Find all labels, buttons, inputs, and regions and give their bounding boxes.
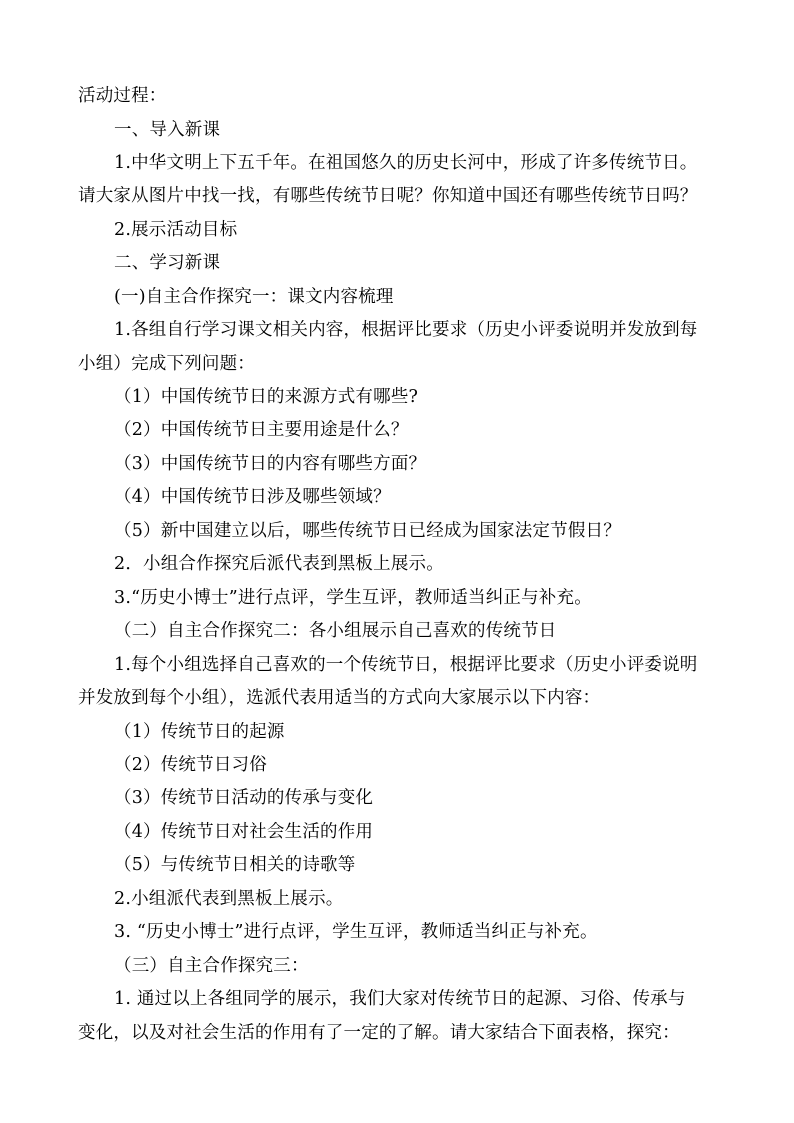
heading-introduction: 一、导入新课: [114, 120, 221, 140]
paragraph-line: 1.每个小组选择自己喜欢的一个传统节日，根据评比要求（历史小评委说明: [114, 655, 698, 675]
subheading-inquiry-two: （二）自主合作探究二：各小组展示自己喜欢的传统节日: [114, 621, 557, 641]
list-item: （3）中国传统节日的内容有哪些方面？: [114, 454, 427, 474]
list-item: （2）传统节日习俗: [114, 755, 267, 775]
list-item: （2）中国传统节日主要用途是什么？: [114, 420, 409, 440]
paragraph-line: 1.各组自行学习课文相关内容，根据评比要求（历史小评委说明并发放到每: [114, 320, 698, 340]
paragraph-line: 1. 通过以上各组同学的展示，我们大家对传统节日的起源、习俗、传承与: [114, 989, 686, 1009]
paragraph-line: 1.中华文明上下五千年。在祖国悠久的历史长河中，形成了许多传统节日。: [114, 153, 698, 173]
paragraph-line: 3. “历史小博士”进行点评，学生互评，教师适当纠正与补充。: [114, 922, 598, 942]
list-item: （1）中国传统节日的来源方式有哪些?: [114, 387, 419, 407]
paragraph-line: 变化，以及对社会生活的作用有了一定的了解。请大家结合下面表格，探究：: [78, 1023, 680, 1043]
subheading-inquiry-one: (一)自主合作探究一：课文内容梳理: [114, 287, 394, 307]
list-item: （5）新中国建立以后，哪些传统节日已经成为国家法定节假日？: [114, 521, 621, 541]
list-item: （4）传统节日对社会生活的作用: [114, 822, 374, 842]
section-label-activity-process: 活动过程：: [78, 86, 167, 106]
paragraph-line: 2．小组合作探究后派代表到黑板上展示。: [114, 554, 444, 574]
paragraph-line: 3.“历史小博士”进行点评，学生互评，教师适当纠正与补充。: [114, 588, 592, 608]
paragraph-line: 并发放到每个小组），选派代表用适当的方式向大家展示以下内容：: [78, 688, 601, 708]
list-item: （5）与传统节日相关的诗歌等: [114, 855, 356, 875]
list-item: （1）传统节日的起源: [114, 722, 285, 742]
paragraph-line: 2.展示活动目标: [114, 220, 238, 240]
list-item: （4）中国传统节日涉及哪些领域？: [114, 487, 391, 507]
heading-new-lesson: 二、学习新课: [114, 253, 221, 273]
paragraph-line: 小组）完成下列问题：: [78, 354, 255, 374]
paragraph-line: 请大家从图片中找一找，有哪些传统节日呢？你知道中国还有哪些传统节日吗？: [78, 186, 698, 206]
paragraph-line: 2.小组派代表到黑板上展示。: [114, 889, 344, 909]
subheading-inquiry-three: （三）自主合作探究三：: [114, 956, 309, 976]
list-item: （3）传统节日活动的传承与变化: [114, 788, 374, 808]
